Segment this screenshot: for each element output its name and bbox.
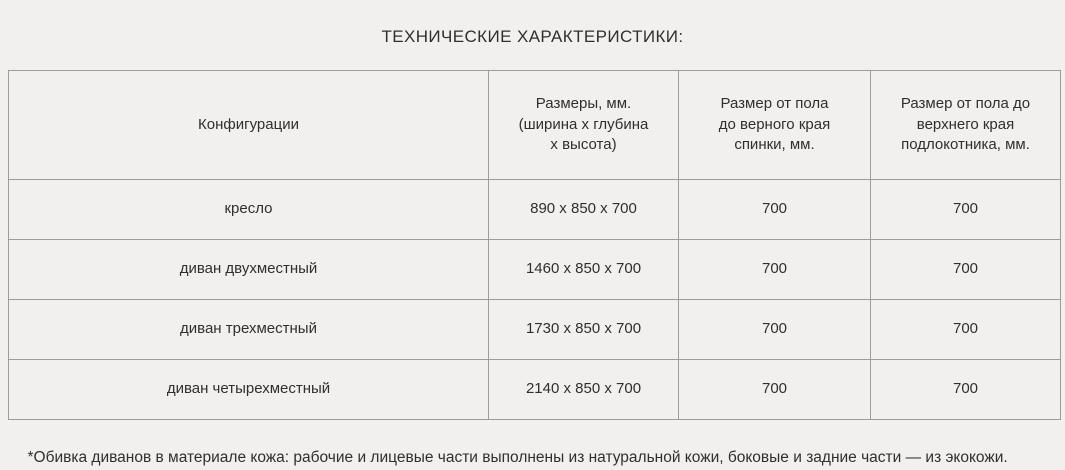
footnote-text: *Обивка диванов в материале кожа: рабочие и лицевые части выполнены из натуральной кожи, боковые и задние части — из экокожи.: [27, 449, 1008, 466]
column-header-line: подлокотника, мм.: [901, 136, 1030, 154]
column-header-line: Размеры, мм.: [535, 94, 632, 112]
cell-dimensions: 1730 х 850 х 700: [489, 300, 679, 360]
cell-armrest-height: 700: [871, 360, 1061, 420]
table-row: [9, 360, 1061, 420]
column-header-line: спинки, мм.: [734, 136, 815, 154]
column-header-line: Размер от пола: [720, 94, 829, 112]
column-header-line: (ширина х глубина: [518, 115, 649, 133]
column-header-line: верхнего края: [916, 115, 1015, 133]
column-header-configurations: [9, 71, 489, 180]
column-header-line: до верного края: [718, 115, 831, 133]
column-header-line: Размер от пола до: [900, 94, 1031, 112]
table-header: [9, 71, 1061, 180]
page-title: ТЕХНИЧЕСКИЕ ХАРАКТЕРИСТИКИ:: [381, 27, 684, 46]
cell-configuration: диван двухместный: [9, 240, 489, 300]
cell-dimensions: 890 х 850 х 700: [489, 180, 679, 240]
cell-armrest-height: 700: [871, 180, 1061, 240]
cell-backrest-height: 700: [679, 240, 871, 300]
column-header-line: Конфигурации: [198, 115, 299, 133]
specifications-table: [8, 70, 1061, 420]
cell-backrest-height: 700: [679, 180, 871, 240]
column-header-line: х высота): [550, 136, 617, 154]
table-row: [9, 180, 1061, 240]
cell-configuration: кресло: [9, 180, 489, 240]
cell-dimensions: 2140 х 850 х 700: [489, 360, 679, 420]
cell-backrest-height: 700: [679, 300, 871, 360]
cell-armrest-height: 700: [871, 300, 1061, 360]
cell-configuration: диван трехместный: [9, 300, 489, 360]
cell-dimensions: 1460 х 850 х 700: [489, 240, 679, 300]
column-header-dimensions: [489, 71, 679, 180]
cell-backrest-height: 700: [679, 360, 871, 420]
cell-armrest-height: 700: [871, 240, 1061, 300]
table-row: [9, 300, 1061, 360]
column-header-backrest-height: [679, 71, 871, 180]
column-header-armrest-height: [871, 71, 1061, 180]
table-row: [9, 240, 1061, 300]
cell-configuration: диван четырехместный: [9, 360, 489, 420]
table-body: [9, 180, 1061, 420]
table-header-row: [9, 71, 1061, 180]
